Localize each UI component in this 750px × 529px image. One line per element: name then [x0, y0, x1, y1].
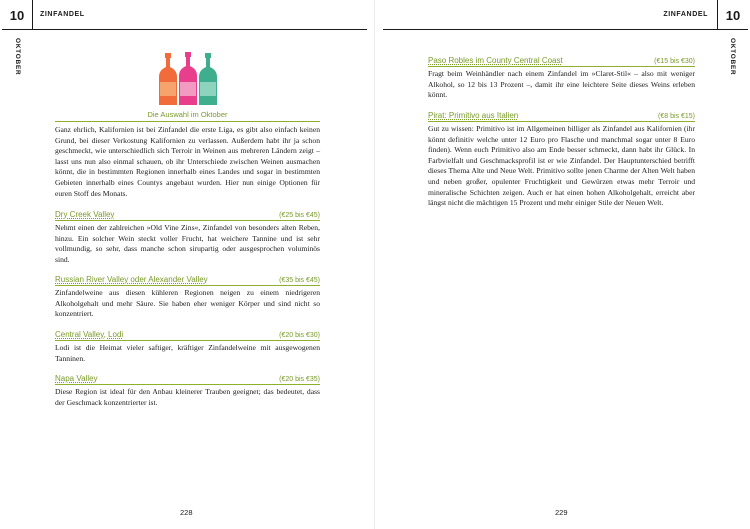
- orange-bottle-icon: [159, 53, 177, 105]
- region-price: (€20 bis €35): [279, 376, 320, 383]
- wine-bottles-illustration: [158, 52, 218, 106]
- region-text: Gut zu wissen: Primitivo ist im Allgemeinen billiger als Zinfandel aus Kalifornien (ihr könnt definitiv welche unter 12 Euro pro Flasche und manchmal sogar unter 8 Euro finden). Wenn euch Primitivo also am Ende besser schmeckt, dann habt ihr Glück. In Farbvielfalt und Geschmacksprofil ist er wie Zinfandel. Der Hauptunterschied betrifft dieses Thema Alte und Neue Welt. Primitivo sollte jenen Charme der Alten Welt haben und neben großer, opulenter Fruchtigkeit und Gewürzen etwas mehr Terroir und mineralische Schichten zeigen. Auch er hat einen hohen Alkoholgehalt, erreicht aber längst nicht die mächtigen 15 Prozent und mehr einiger Stile der Neuen Welt.: [428, 124, 695, 208]
- region-text: Fragt beim Weinhändler nach einem Zinfandel im »Claret-Stil« – also mit weniger Alkohol, so 12 bis 13 Prozent –, damit ihr eine leichtere Seite dieses Weins erleben könnt.: [428, 69, 695, 100]
- region-price: (€25 bis €45): [279, 212, 320, 219]
- region-name: Paso Robles im County Central Coast: [428, 56, 563, 65]
- intro-paragraph: Ganz ehrlich, Kalifornien ist bei Zinfandel die erste Liga, es gibt also einfach keinen Grund, bei dieser Verkostung Kalifornien zu verlassen. Außerdem habt ihr ja schon geschmeckt, wie unterschiedlich sich Terroir in Weinen aus mehreren Ländern zeigt – lasst uns nun also einmal schauen, ob ihr Unterschiede zwischen Weinen ausmachen könnt, die in bestimmten Regionen innerhalb eines Landes und sogar in bestimmten Gebieten innerhalb eines Countys angebaut wurden. Hier nun einige Optionen für euren Stoff des Monats.: [55, 125, 320, 198]
- chapter-number: 10: [717, 0, 748, 30]
- region-name: Napa Valley: [55, 374, 98, 383]
- side-month-label: [2, 34, 32, 94]
- right-page: [375, 0, 750, 529]
- side-month-label: [718, 34, 748, 94]
- header-rule: [2, 29, 367, 30]
- pink-bottle-icon: [179, 52, 197, 105]
- running-head: ZINFANDEL: [40, 11, 85, 18]
- region-text: Zinfandelweine aus diesen kühleren Regionen neigen zu einem niedrigeren Alkoholgehalt und mehr Säure. Sie haben eher weniger Körper und sind nicht so konzentriert.: [55, 288, 320, 319]
- region-name: Russian River Valley oder Alexander Valley: [55, 275, 208, 284]
- region-heading: [428, 54, 695, 67]
- region-name: Pirat: Primitivo aus Italien: [428, 111, 519, 120]
- region-text: Lodi ist die Heimat vieler saftiger, kräftiger Zinfandelweine mit ausgewogenen Tanninen.: [55, 343, 320, 363]
- side-month-text: OKTOBER: [729, 38, 736, 76]
- chapter-number: 10: [2, 0, 33, 30]
- page-number: 229: [555, 508, 568, 517]
- page-number: 228: [180, 508, 193, 517]
- header-rule: [383, 29, 748, 30]
- region-price: (€20 bis €30): [279, 332, 320, 339]
- region-price: (€8 bis €15): [658, 113, 695, 120]
- region-heading: [55, 273, 320, 286]
- caption-rule: [55, 121, 320, 122]
- side-month-text: OKTOBER: [14, 38, 21, 76]
- running-head: ZINFANDEL: [663, 11, 708, 18]
- region-heading: [55, 208, 320, 221]
- region-text: Diese Region ist ideal für den Anbau kleinerer Trauben geeignet; das bedeutet, dass der Geschmack konzentrierter ist.: [55, 387, 320, 407]
- region-name: Dry Creek Valley: [55, 210, 115, 219]
- region-price: (€35 bis €45): [279, 277, 320, 284]
- region-price: (€15 bis €30): [654, 58, 695, 65]
- region-heading: [428, 109, 695, 122]
- region-text: Nehmt einen der zahlreichen »Old Vine Zins«, Zinfandel von besonders alten Reben, hinzu. Ein solcher Wein steckt voller Frucht, hat weichere Tannine und ist sehr vollmundig, so sehr, dass manche schon sirupartig oder ausgesprochen voluminös sind.: [55, 223, 320, 264]
- selection-caption: Die Auswahl im Oktober: [147, 110, 228, 119]
- region-heading: [55, 372, 320, 385]
- region-heading: [55, 328, 320, 341]
- region-name: Central Valley, Lodi: [55, 330, 124, 339]
- teal-bottle-icon: [199, 53, 217, 105]
